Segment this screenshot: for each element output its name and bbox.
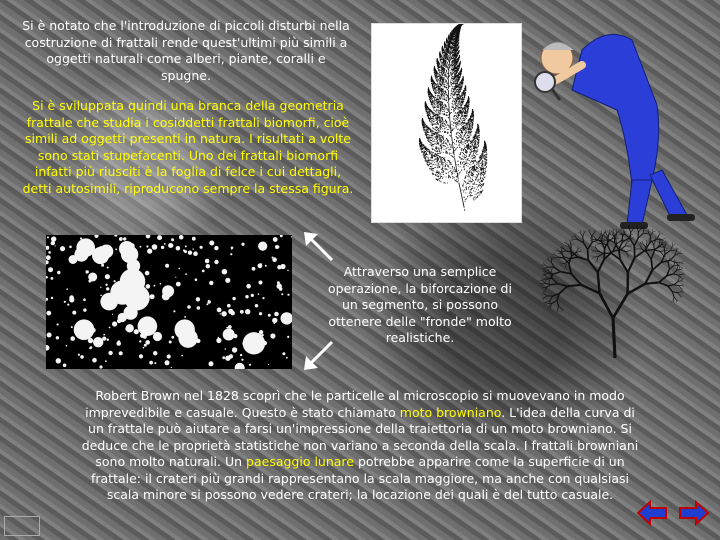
prev-arrow-button[interactable] — [636, 500, 668, 526]
arrow-up-left-icon — [300, 228, 336, 264]
brownian-highlight-landscape: paesaggio lunare — [246, 454, 354, 469]
brownian-text-1: Robert Brown nel 1828 scoprì che le particelle al microscopio si muovevano in modo imprevedibile e casuale. Questo è stato chiamato — [85, 388, 625, 420]
next-arrow-button[interactable] — [678, 500, 710, 526]
intro-paragraph: Si è notato che l'introduzione di piccoli disturbi nella costruzione di frattali rende quest'ultimi più simili a oggetti naturali come alberi, piante, coralli e spugne. — [22, 18, 350, 83]
brownian-highlight-motion: moto browniano — [399, 404, 502, 420]
brownian-text-2: . L'idea della curva di un frattale può aiutare a farsi un'impressione della traiettoria di un moto browniano. Si deduce che le proprietà statistiche non variano a seconda della scala. I frattali browniani sono molto naturali. Un — [81, 404, 639, 469]
arrow-down-left-icon — [300, 338, 336, 374]
biomorphic-paragraph: Si è sviluppata quindi una branca della geometria frattale che studia i cosiddetti frattali biomorfi, cioè simili ad oggetti presenti in natura. I risultati a volte sono stati stupefacenti. Uno dei frattali biomorfi infatti più riusciti è la foglia di felce i cui dettagli, detti autosimili, riproducono sempre la stessa figura. — [22, 98, 354, 196]
fern-fractal-image — [371, 23, 522, 223]
bifurcation-tree-image — [520, 180, 690, 360]
bifurcation-paragraph: Attraverso una semplice operazione, la biforcazione di un segmento, si possono ottenere delle "fronde" molto realistiche. — [328, 264, 512, 345]
brownian-text-3: potrebbe apparire come la superficie di un frattale: il crateri più grandi rappresentano la scala maggiore, ma anche con qualsiasi scala minore si possono vedere crateri; la locazione dei quali è del tutto casuale. — [90, 454, 630, 502]
brownian-paragraph — [76, 388, 644, 504]
logo-icon — [4, 516, 40, 536]
lunar-landscape-image — [46, 235, 292, 369]
